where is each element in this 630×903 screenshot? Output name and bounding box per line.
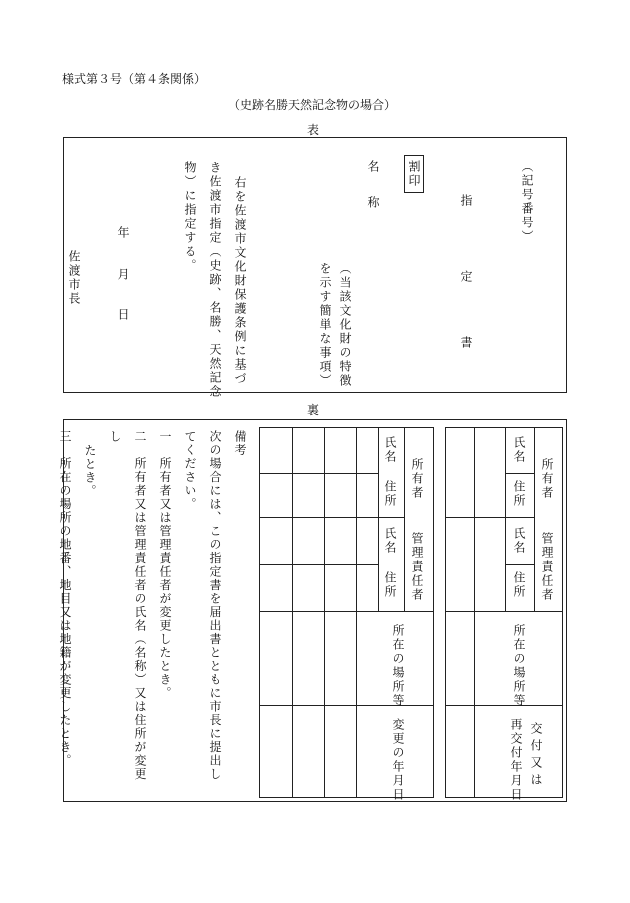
issue-date-label-line-1: 交付又は [529, 722, 543, 790]
date-day-char: 日 [116, 308, 130, 322]
history-owner-label: 所有者 [410, 458, 424, 500]
form-number: 様式第３号（第４条関係） [62, 72, 207, 86]
initial-owner-address-label: 住所 [512, 480, 526, 508]
issue-date-label-line-2: 再交付年月日 [509, 718, 523, 802]
name-label: 名 称 [366, 160, 380, 214]
remarks-item-3: 三 所在の場所の地番、地目又は地籍が変更したとき。 [58, 430, 72, 768]
tally-seal: 割印 [404, 155, 424, 193]
date-month-char: 月 [116, 268, 130, 282]
front-certificate-box [63, 137, 567, 399]
designation-text-line-3: 物）に指定する。 [183, 161, 197, 273]
initial-location-label: 所在の場所等 [512, 624, 526, 708]
initial-manager-name-label: 氏名 [512, 527, 526, 555]
change-history-table [259, 427, 434, 802]
history-location-label: 所在の場所等 [391, 624, 405, 708]
remarks-item-1: 一 所有者又は管理責任者が変更したとき。 [158, 430, 172, 700]
remarks-intro-line-1: 次の場合には、この指定書を届出書とともに市長に提出し [208, 430, 222, 781]
date-year-char: 年 [116, 226, 130, 240]
back-record-box [58, 419, 567, 802]
back-label: 裏 [307, 403, 320, 417]
initial-record-table [445, 427, 563, 802]
history-owner-name-label: 氏名 [383, 436, 397, 464]
record-number: （記号番号） [520, 160, 534, 244]
history-manager-name-label: 氏名 [383, 527, 397, 555]
history-owner-address-label: 住所 [383, 480, 397, 508]
designation-text-line-1: 右を佐渡市文化財保護条例に基づ [233, 176, 247, 386]
front-label: 表 [307, 123, 320, 137]
features-note-line-1: （当該文化財の特徴 [338, 262, 352, 388]
certificate-title-char-3: 書 [459, 336, 473, 350]
history-change-date-label: 変更の年月日 [391, 718, 405, 802]
remarks-intro-line-2: てください。 [183, 430, 197, 511]
initial-owner-name-label: 氏名 [512, 436, 526, 464]
remarks [58, 430, 252, 794]
remarks-item-2-line-2: たとき。 [83, 444, 97, 498]
issuer-name: 佐渡市長 [67, 250, 81, 306]
remarks-item-2-line-1: 二 所有者又は管理責任者の氏名（名称）又は住所が変更し [108, 430, 147, 781]
certificate-title-char-1: 指 [459, 194, 473, 208]
history-manager-label: 管理責任者 [410, 532, 424, 602]
initial-manager-label: 管理責任者 [540, 532, 554, 602]
initial-manager-address-label: 住所 [512, 571, 526, 599]
features-note-line-2: を示す簡単な事項） [318, 262, 332, 388]
initial-owner-label: 所有者 [540, 458, 554, 500]
designation-text-line-2: き佐渡市指定（史跡、名勝、天然記念 [208, 161, 222, 399]
subtitle: （史跡名勝天然記念物の場合） [228, 98, 397, 112]
certificate-title-char-2: 定 [459, 270, 473, 284]
remarks-title: 備考 [233, 430, 247, 457]
history-manager-address-label: 住所 [383, 571, 397, 599]
